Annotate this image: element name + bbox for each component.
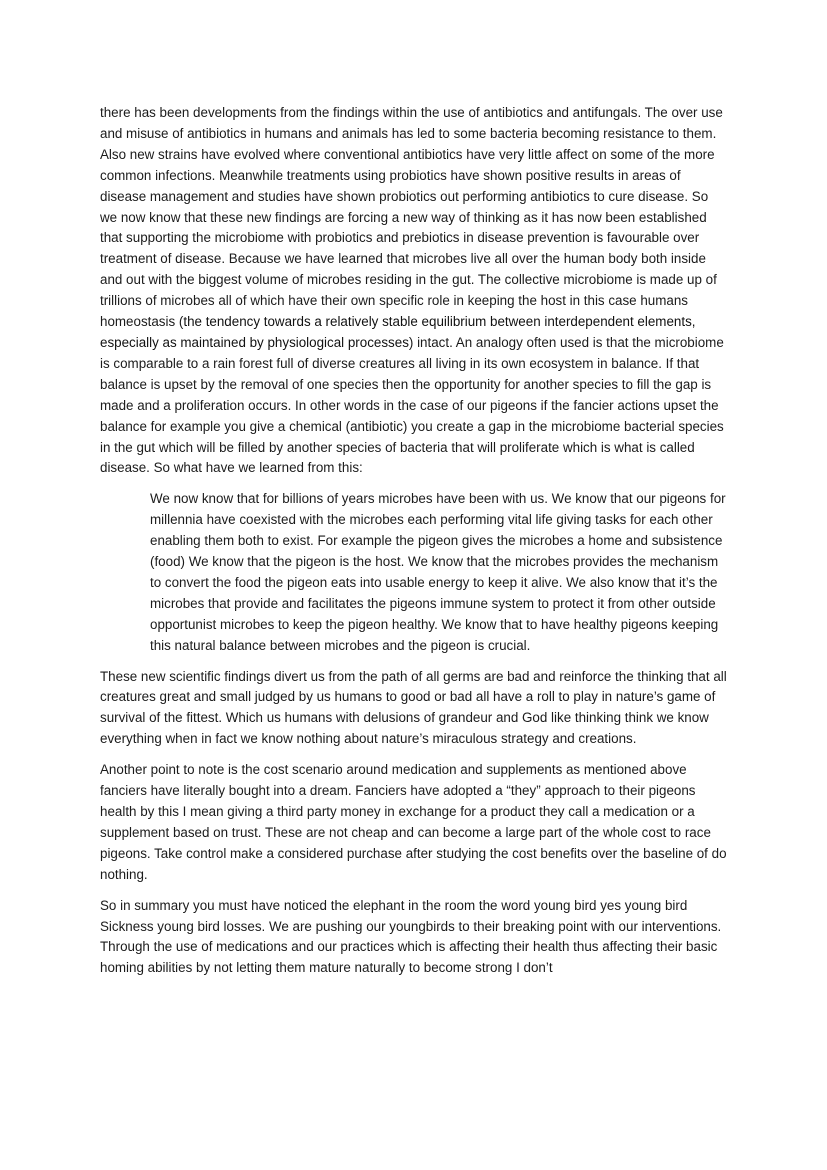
paragraph-antibiotics — [100, 103, 728, 479]
paragraph-antibiotics-text-end: ) intact. An analogy often used is that the microbiome is comparable to a rain forest full of diverse creatures all living in its own ecosystem in balance. If that balance is upset by the removal of one species then the opportunity for another species to fill the gap is made and a proliferation occurs. In other words in the case of our pigeons if the fancier actions upset the balance for example you give a chemical (antibiotic) you create a gap in the microbiome bacterial species in the gut which will be filled by another species of bacteria that will proliferate which is what is called disease. So what have we learned from this: — [100, 334, 724, 476]
paragraph-scientific-findings: These new scientific findings divert us from the path of all germs are bad and reinforce the thinking that all creatures great and small judged by us humans to good or bad all have a roll to play in nature’s game of survival of the fittest. Which us humans with delusions of grandeur and God like thinking think we know everything when in fact we know nothing about nature’s miraculous strategy and creations. — [100, 668, 727, 747]
paragraph-antibiotics-text-start: there has been developments from the findings within the use of antibiotics and antifungals. The over use and misuse of antibiotics in humans and animals has led to some bacteria becoming resistance to them. Also new strains have evolved where conventional antibiotics have very little affect on some of the more common infections. Meanwhile treatments using probiotics have shown positive results in areas of disease management and studies have shown probiotics out performing antibiotics to cure disease. So we now know that these new findings are forcing a new way of thinking as it has now been established that supporting the microbiome with probiotics and prebiotics in disease prevention is favourable over treatment of disease. Because we have learned that microbes live all over the human body both inside and out with the biggest volume of microbes residing in the gut. The collective microbiome is made up of trillions of microbes all of which have their own specific role in keeping the host in this case humans homeostasis ( — [100, 105, 723, 330]
paragraph-summary: So in summary you must have noticed the elephant in the room the word young bird yes young bird Sickness young bird losses. We are pushing our youngbirds to their breaking point with our interventions. Through the use of medications and our practices which is affecting their health thus affecting their basic homing abilities by not letting them mature naturally to become strong I don’t — [100, 897, 722, 976]
indented-paragraph-learned: We now know that for billions of years microbes have been with us. We know that our pigeons for millennia have coexisted with the microbes each performing vital life giving tasks for each other enabling them both to exist. For example the pigeon gives the microbes a home and subsistence (food) We know that the pigeon is the host. We know that the microbes provides the mechanism to convert the food the pigeon eats into usable energy to keep it alive. We also know that it’s the microbes that provide and facilitates the pigeons immune system to protect it from other outside opportunist microbes to keep the pigeon healthy. We know that to have healthy pigeons keeping this natural balance between microbes and the pigeon is crucial. — [150, 491, 726, 653]
homeostasis-definition: the tendency towards a relatively stable equilibrium between interdependent elements, especially as maintained by physiological processes — [100, 314, 696, 350]
paragraph-cost-scenario: Another point to note is the cost scenario around medication and supplements as mentioned above fanciers have literally bought into a dream. Fanciers have adopted a “they” approach to their pigeons health by this I mean giving a third party money in exchange for a product they call a medication or a supplement based on trust. These are not cheap and can become a large part of the whole cost to race pigeons. Take control make a considered purchase after studying the cost benefits over the baseline of do nothing. — [100, 762, 727, 882]
document-page — [100, 103, 728, 989]
